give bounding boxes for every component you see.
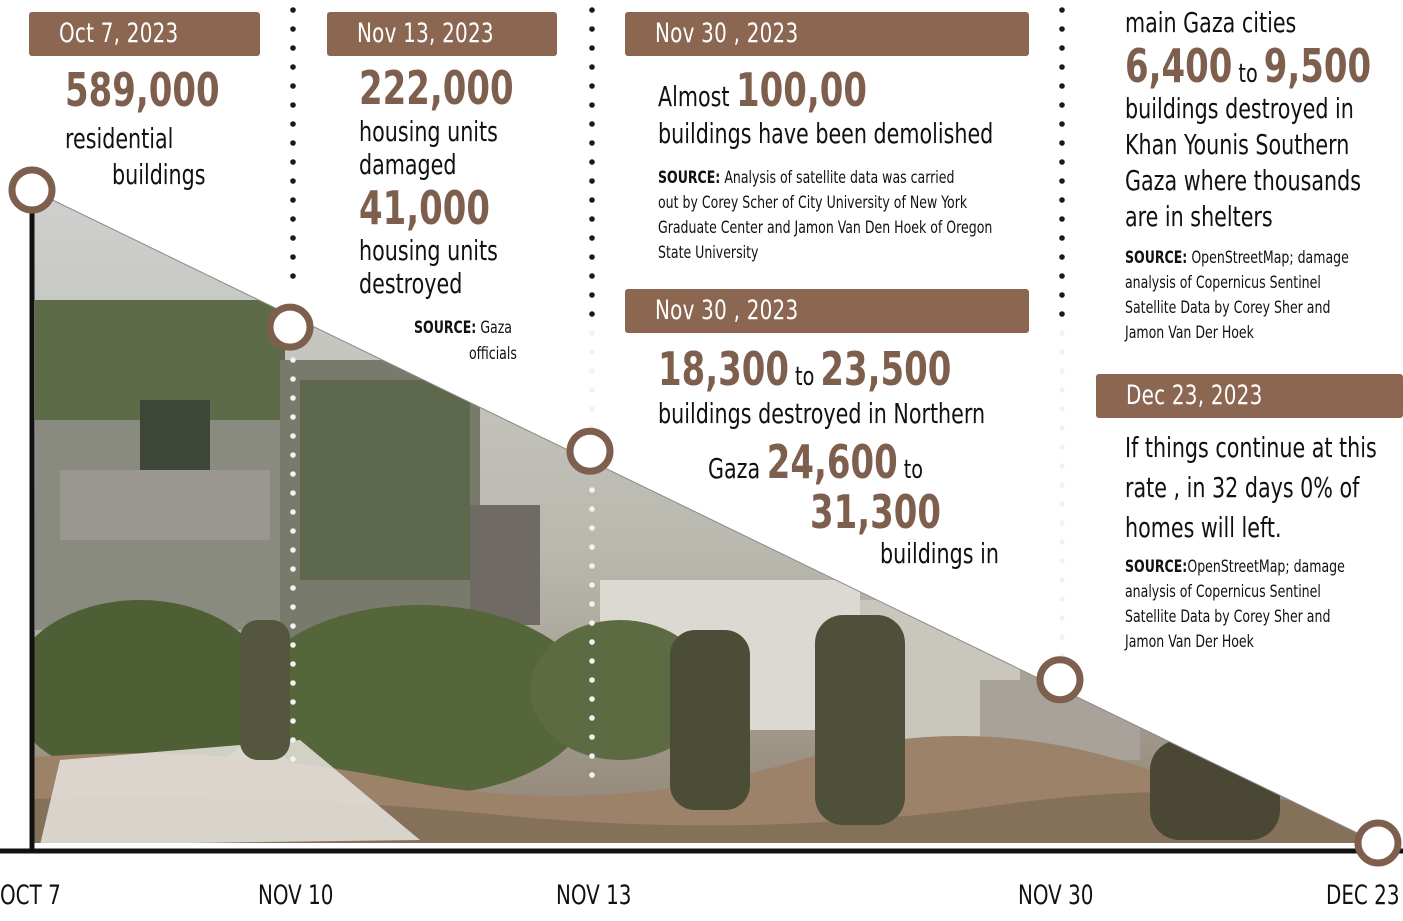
dec23-source: SOURCE:OpenStreetMap; damage analysis of Copernicus Sentinel Satellite Data by Corey Sher and Jamon Van Der Hoek bbox=[1125, 557, 1345, 652]
data-point-nov-30 bbox=[1040, 660, 1080, 700]
x-tick-label-oct7: OCT 7 bbox=[0, 880, 61, 911]
figure-222000: 222,000 bbox=[359, 61, 514, 115]
nov13-text-line2: damaged bbox=[359, 148, 457, 181]
nov30b-range2: Gaza 24,600 to bbox=[708, 435, 924, 489]
right-text-line0: main Gaza cities bbox=[1125, 6, 1297, 39]
oct7-text-line2: buildings bbox=[112, 158, 206, 191]
x-tick-label-nov30: NOV 30 bbox=[1018, 880, 1094, 911]
nov13-text-line3: housing units bbox=[359, 234, 498, 267]
figure-41000: 41,000 bbox=[359, 181, 490, 235]
right-range: 6,400 to 9,500 bbox=[1125, 39, 1372, 93]
nov30b-text-line2: buildings in bbox=[880, 537, 999, 570]
nov30a-text-line: buildings have been demolished bbox=[658, 117, 994, 150]
oct7-text-line1: residential bbox=[65, 122, 174, 155]
nov30a-headline: Almost 100,00 bbox=[658, 63, 867, 117]
nov30a-source: SOURCE: Analysis of satellite data was carried out by Corey Scher of City University of New York Graduate Center and Jamon Van Den Hoek of Oregon State University bbox=[658, 168, 993, 263]
dec23-text-block: If things continue at this rate , in 32 days 0% of homes will left. bbox=[1125, 431, 1377, 544]
nov30b-text-line1: buildings destroyed in Northern bbox=[658, 397, 986, 430]
nov30b-range1: 18,300 to 23,500 bbox=[658, 342, 952, 396]
x-tick-label-nov10: NOV 10 bbox=[258, 880, 334, 911]
figure-31300: 31,300 bbox=[810, 485, 941, 539]
right-source: SOURCE: OpenStreetMap; damage analysis of Copernicus Sentinel Satellite Data by Corey Sher and Jamon Van Der Hoek bbox=[1125, 248, 1349, 343]
date-bar-nov30-b: Nov 30 , 2023 bbox=[625, 289, 1029, 333]
date-bar-dec23: Dec 23, 2023 bbox=[1096, 374, 1403, 418]
date-bar-oct7: Oct 7, 2023 bbox=[29, 12, 260, 56]
nov13-text-line1: housing units bbox=[359, 115, 498, 148]
x-tick-label-dec23: DEC 23 bbox=[1326, 880, 1400, 911]
right-text-block: buildings destroyed in Khan Younis Southern Gaza where thousands are in shelters bbox=[1125, 92, 1361, 233]
nov13-source-line2: officials bbox=[469, 344, 517, 364]
x-tick-label-nov13: NOV 13 bbox=[556, 880, 632, 911]
data-point-oct-7 bbox=[12, 170, 52, 210]
data-point-dec-23 bbox=[1358, 823, 1398, 863]
nov13-text-line4: destroyed bbox=[359, 267, 463, 300]
figure-589000: 589,000 bbox=[65, 63, 220, 117]
date-bar-nov30-a: Nov 30 , 2023 bbox=[625, 12, 1029, 56]
nov13-source-line1: SOURCE: Gaza bbox=[414, 318, 512, 338]
date-bar-nov13: Nov 13, 2023 bbox=[327, 12, 557, 56]
data-point-nov-13 bbox=[570, 431, 610, 471]
data-point-nov-10 bbox=[270, 307, 310, 347]
